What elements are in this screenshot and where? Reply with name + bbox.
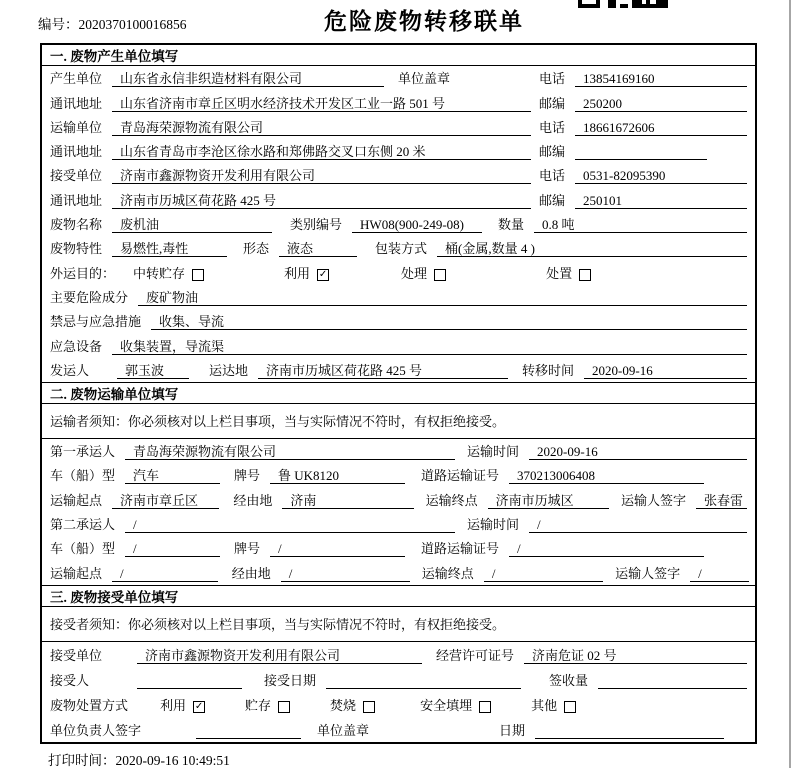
quantity-label: 数量	[498, 217, 525, 233]
purpose-option-label: 处理	[401, 265, 428, 281]
head-signature-value	[196, 724, 301, 739]
checkbox-utilize: ✓	[318, 268, 328, 280]
plate-value: 鲁 UK8120	[270, 468, 405, 484]
disposal-option-other	[531, 695, 576, 714]
transport-unit-label: 运输单位	[50, 119, 103, 135]
plate-value2: /	[270, 541, 405, 557]
disposal-option-label: 其他	[531, 698, 558, 714]
packing-label: 包装方式	[375, 241, 428, 257]
receiver-notice-label: 接受者须知：	[50, 616, 129, 632]
emergency-equipment-label: 应急设备	[50, 338, 103, 354]
hazard-component-label: 主要危险成分	[50, 289, 129, 305]
transporter-notice-text: 你必须核对以上栏目事项，当与实际情况不符时，有权拒绝接受。	[128, 413, 506, 429]
taboo-measures-value: 收集、导流	[151, 314, 747, 330]
origin-value: 济南市章丘区	[112, 493, 219, 509]
road-permit-value: 370213006408	[509, 468, 704, 484]
row-transport-unit	[42, 115, 755, 139]
first-carrier-time-value: 2020-09-16	[529, 444, 747, 460]
waste-trait-value: 易燃性,毒性	[112, 241, 227, 257]
page-edge-divider	[789, 0, 791, 768]
row-accept-unit	[42, 642, 755, 667]
receiver-phone-value: 0531-82095390	[575, 168, 747, 184]
print-time-label: 打印时间：	[48, 753, 116, 768]
endpoint-value: 济南市历城区	[488, 493, 609, 509]
section2-header: 二. 废物运输单位填写	[42, 382, 755, 404]
document-header	[0, 0, 796, 43]
purpose-label: 外运目的：	[50, 265, 116, 281]
accept-unit-value: 济南市鑫源物资开发利用有限公司	[137, 648, 422, 664]
section1-header: 一. 废物产生单位填写	[42, 45, 755, 66]
second-carrier-label: 第二承运人	[50, 517, 116, 533]
row-accept-person	[42, 667, 755, 692]
row-producer-unit	[42, 66, 755, 90]
disposal-option-store	[245, 695, 290, 714]
destination-value: 济南市历城区荷花路 425 号	[258, 363, 508, 379]
row-producer-address	[42, 90, 755, 114]
row-waste-trait	[42, 236, 755, 260]
plate-label: 牌号	[234, 541, 261, 557]
waste-trait-label: 废物特性	[50, 241, 103, 257]
row-transporter-notice	[42, 404, 755, 439]
row-transfer-purpose	[42, 260, 755, 284]
seal-date-label: 日期	[499, 723, 526, 739]
qr-code-icon	[578, 0, 668, 8]
serial-number-value: 2020370100016856	[78, 17, 187, 32]
zip-label: 邮编	[539, 192, 566, 208]
row-first-route	[42, 487, 755, 511]
address-label: 通讯地址	[50, 95, 103, 111]
row-second-carrier	[42, 512, 755, 536]
vehicle-type-value2: /	[125, 541, 220, 557]
road-permit-label: 道路运输证号	[421, 541, 500, 557]
address-label: 通讯地址	[50, 192, 103, 208]
phone-label: 电话	[539, 119, 566, 135]
transport-phone-value: 18661672606	[575, 120, 747, 136]
origin-value2: /	[112, 566, 218, 582]
taboo-measures-label: 禁忌与应急措施	[50, 314, 142, 330]
packing-value: 桶(金属,数量 4 )	[437, 241, 747, 257]
via-label: 经由地	[231, 565, 271, 581]
signed-amount-value	[598, 674, 747, 689]
waste-name-value: 废机油	[112, 217, 272, 233]
unit-seal-label: 单位盖章	[398, 71, 451, 87]
plate-label: 牌号	[234, 468, 261, 484]
unit-seal-label: 单位盖章	[317, 723, 370, 739]
hazard-component-value: 废矿物油	[138, 290, 747, 306]
purpose-option-label: 处置	[546, 265, 573, 281]
accept-date-label: 接受日期	[264, 673, 317, 689]
receiver-unit-value: 济南市鑫源物资开发利用有限公司	[112, 168, 531, 184]
phone-label: 电话	[539, 71, 566, 87]
destination-label: 运达地	[209, 362, 249, 378]
purpose-option-label: 中转贮存	[133, 265, 186, 281]
license-value: 济南危证 02 号	[524, 648, 747, 664]
checkbox-storage	[192, 269, 204, 281]
endpoint-label: 运输终点	[425, 492, 478, 508]
via-label: 经由地	[233, 492, 273, 508]
road-permit-label: 道路运输证号	[421, 468, 500, 484]
purpose-option-dispose	[546, 263, 591, 282]
producer-unit-label: 产生单位	[50, 71, 103, 87]
receiver-notice-text: 你必须核对以上栏目事项，当与实际情况不符时，有权拒绝接受。	[128, 616, 506, 632]
receiver-unit-label: 接受单位	[50, 168, 103, 184]
row-second-route	[42, 560, 755, 584]
checkbox-disposal-store	[278, 701, 290, 713]
disposal-option-label: 贮存	[245, 698, 272, 714]
via-value2: /	[281, 566, 410, 582]
row-receiver-notice	[42, 607, 755, 642]
origin-label: 运输起点	[50, 492, 103, 508]
disposal-option-landfill	[420, 695, 491, 714]
vehicle-type-label: 车（船）型	[50, 468, 116, 484]
manifest-form-table	[40, 43, 757, 744]
carrier-sign-label: 运输人签字	[620, 492, 686, 508]
checkbox-disposal-incinerate	[363, 701, 375, 713]
license-label: 经营许可证号	[436, 647, 515, 663]
seal-date-value	[535, 724, 724, 739]
serial-number	[38, 13, 187, 33]
signed-amount-label: 签收量	[549, 673, 589, 689]
purpose-option-treat	[401, 263, 446, 282]
row-receiver-address	[42, 187, 755, 211]
emergency-equipment-value: 收集装置，导流渠	[112, 339, 747, 355]
quantity-value: 0.8 吨	[534, 217, 747, 233]
purpose-option-utilize	[284, 263, 329, 282]
serial-number-label: 编号：	[38, 17, 79, 32]
row-first-carrier	[42, 439, 755, 463]
phone-label: 电话	[539, 168, 566, 184]
vehicle-type-value: 汽车	[125, 468, 220, 484]
address-label: 通讯地址	[50, 144, 103, 160]
category-code-value: HW08(900-249-08)	[352, 217, 482, 233]
transport-address-value: 山东省青岛市李沧区徐水路和郑佛路交叉口东侧 20 米	[112, 144, 531, 160]
waste-name-label: 废物名称	[50, 217, 103, 233]
producer-unit-value: 山东省永信非织造材料有限公司	[112, 71, 384, 87]
page-title: 危险废物转移联单	[324, 9, 524, 34]
second-carrier-value: /	[125, 517, 455, 533]
head-signature-label: 单位负责人签字	[50, 723, 142, 739]
disposal-option-utilize	[160, 695, 205, 714]
receiver-address-value: 济南市历城区荷花路 425 号	[112, 193, 531, 209]
section3-header: 三. 废物接受单位填写	[42, 585, 755, 607]
form-value: 液态	[279, 241, 357, 257]
row-taboo-measures	[42, 309, 755, 333]
checkbox-treat	[434, 269, 446, 281]
checkbox-disposal-utilize: ✓	[194, 701, 204, 713]
producer-zip-value: 250200	[575, 96, 747, 112]
receiver-zip-value: 250101	[575, 193, 747, 209]
print-time-value: 2020-09-16 10:49:51	[115, 753, 230, 768]
checkbox-dispose	[579, 269, 591, 281]
carrier-sign-value: 张春雷	[696, 493, 747, 509]
road-permit-value2: /	[509, 541, 704, 557]
second-carrier-time-value: /	[529, 517, 747, 533]
via-value: 济南	[282, 493, 413, 509]
origin-label: 运输起点	[50, 565, 103, 581]
disposal-option-label: 焚烧	[330, 698, 357, 714]
transport-zip-value	[575, 145, 707, 160]
endpoint-label: 运输终点	[421, 565, 474, 581]
accept-unit-label: 接受单位	[50, 647, 103, 663]
row-disposal-method	[42, 692, 755, 717]
disposal-option-label: 利用	[160, 698, 187, 714]
purpose-option-storage	[133, 263, 204, 282]
disposal-method-label: 废物处置方式	[50, 698, 129, 714]
disposal-option-incinerate	[330, 695, 375, 714]
carrier-sign-value2: /	[690, 566, 749, 582]
transfer-time-value: 2020-09-16	[584, 363, 747, 379]
category-code-label: 类别编号	[290, 217, 343, 233]
vehicle-type-label: 车（船）型	[50, 541, 116, 557]
checkbox-disposal-other	[564, 701, 576, 713]
transporter-notice-label: 运输者须知：	[50, 413, 129, 429]
endpoint-value2: /	[484, 566, 603, 582]
transport-unit-value: 青岛海荣源物流有限公司	[112, 120, 531, 136]
accept-person-label: 接受人	[50, 673, 90, 689]
form-label: 形态	[243, 241, 270, 257]
checkbox-disposal-landfill	[479, 701, 491, 713]
row-second-vehicle	[42, 536, 755, 560]
transfer-time-label: 转移时间	[522, 362, 575, 378]
print-time	[48, 749, 230, 769]
purpose-option-label: 利用	[284, 265, 311, 281]
first-carrier-label: 第一承运人	[50, 444, 116, 460]
accept-person-value	[137, 674, 242, 689]
consignor-value: 郭玉波	[117, 363, 189, 379]
accept-date-value	[326, 674, 521, 689]
zip-label: 邮编	[539, 144, 566, 160]
row-hazard-component	[42, 285, 755, 309]
disposal-option-label: 安全填埋	[420, 698, 473, 714]
consignor-label: 发运人	[50, 362, 90, 378]
row-transport-address	[42, 139, 755, 163]
transport-time-label: 运输时间	[467, 517, 520, 533]
producer-phone-value: 13854169160	[575, 71, 747, 87]
row-head-signature	[42, 717, 755, 742]
first-carrier-value: 青岛海荣源物流有限公司	[125, 444, 455, 460]
row-emergency-equipment	[42, 333, 755, 357]
row-first-vehicle	[42, 463, 755, 487]
row-waste-name	[42, 212, 755, 236]
row-consignor	[42, 358, 755, 382]
row-receiver-unit	[42, 163, 755, 187]
carrier-sign-label: 运输人签字	[615, 565, 681, 581]
zip-label: 邮编	[539, 95, 566, 111]
transport-time-label: 运输时间	[467, 444, 520, 460]
producer-address-value: 山东省济南市章丘区明水经济技术开发区工业一路 501 号	[112, 96, 531, 112]
